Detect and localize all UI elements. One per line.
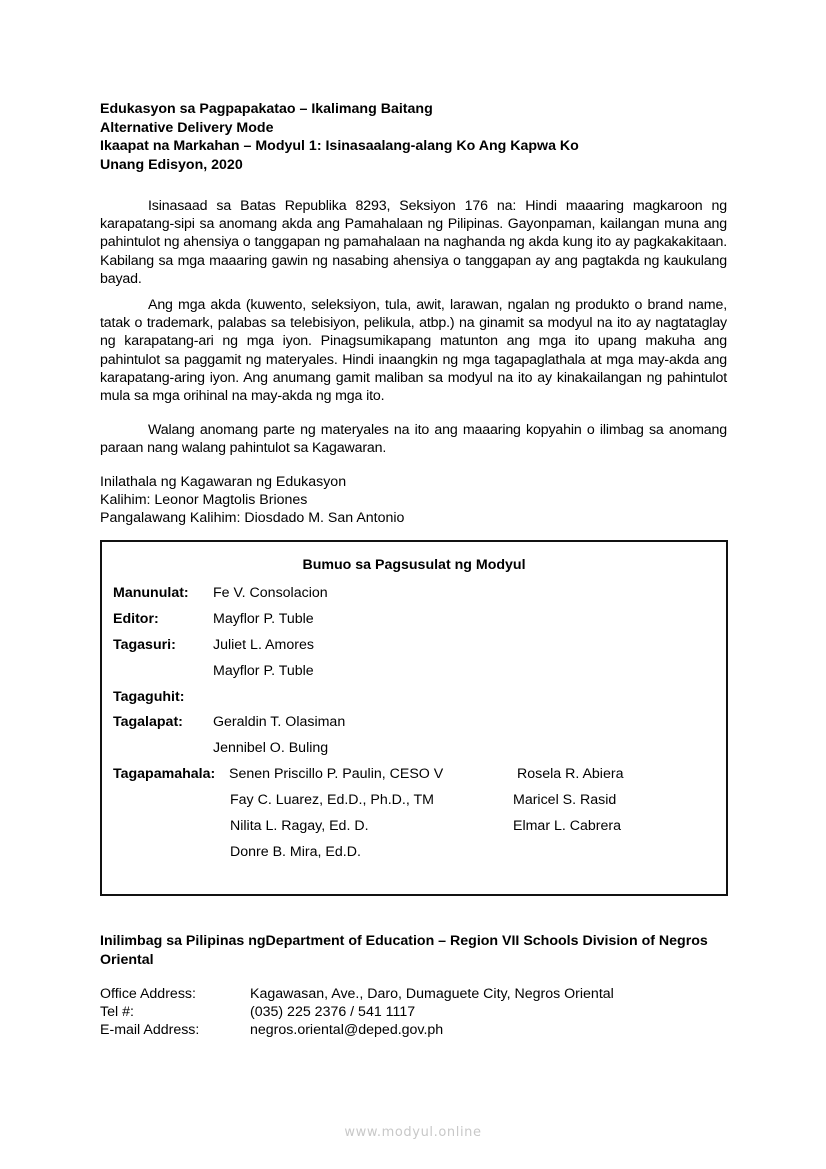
copyright-paragraph-1: [100, 197, 727, 288]
tel-value: (035) 225 2376 / 541 1117: [250, 1004, 416, 1020]
credit-value: Geraldin T. Olasiman: [213, 714, 346, 730]
publisher-line: Inilathala ng Kagawaran ng Edukasyon: [100, 474, 347, 490]
credit-label: Editor:: [113, 611, 159, 627]
document-header: [100, 100, 579, 174]
tel-label: Tel #:: [100, 1004, 134, 1020]
publisher-block: [100, 473, 404, 527]
credit-value: Mayflor P. Tuble: [213, 611, 314, 627]
delivery-mode: Alternative Delivery Mode: [100, 119, 274, 136]
credit-label: Manunulat:: [113, 585, 189, 601]
credit-value: Mayflor P. Tuble: [213, 663, 314, 679]
credit-value: Donre B. Mira, Ed.D.: [230, 844, 361, 860]
office-address-label: Office Address:: [100, 986, 196, 1002]
paragraph-text: Ang mga akda (kuwento, seleksiyon, tula, awit, larawan, ngalan ng produkto o brand name, tatak o trademark, palabas sa telebisiyon, pelikula, atbp.) na ginamit sa modyul na ito ay nagtataglay ng karapatang-ari ng mga iyon. Pinagsumikapang matunton ang mga ito upang makuha ang pahintulot sa paggamit ng materyales. Hindi inaangkin ng mga tagapaglathala at mga may-akda ang karapatang-aring iyon. Ang anumang gamit maliban sa modyul na ito ay kinakailangan ng pahintulot mula sa mga orihinal na may-akda ng mga ito.: [100, 297, 727, 405]
credit-value: Senen Priscillo P. Paulin, CESO V: [229, 766, 444, 782]
office-address-value: Kagawasan, Ave., Daro, Dumaguete City, Negros Oriental: [250, 986, 614, 1002]
credit-value: Fay C. Luarez, Ed.D., Ph.D., TM: [230, 792, 434, 808]
email-label: E-mail Address:: [100, 1022, 200, 1038]
undersecretary-line: Pangalawang Kalihim: Diosdado M. San Antonio: [100, 510, 405, 526]
subject-title: Edukasyon sa Pagpapakatao – Ikalimang Baitang: [100, 101, 433, 117]
credit-value: Rosela R. Abiera: [517, 766, 624, 782]
watermark: www.modyul.online: [344, 1125, 482, 1140]
credit-label: Tagasuri:: [113, 637, 176, 653]
paragraph-text: Isinasaad sa Batas Republika 8293, Seksiyon 176 na: Hindi maaaring magkaroon ng karapatang-sipi sa anomang akda ang Pamahalaan ng Pilipinas. Gayonpaman, kailangan muna ang pahintulot ng ahensiya o tanggapan ng pamahalaan na naghanda ng akda kung ito ay pagkakakitaan. Kabilang sa mga maaaring gawin ng nasabing ahensiya o tanggapan ay ang pagtakda ng kaukulang bayad.: [100, 198, 727, 287]
credit-value: Juliet L. Amores: [213, 637, 314, 653]
credit-label: Tagaguhit:: [113, 689, 185, 705]
edition: Unang Edisyon, 2020: [100, 156, 243, 173]
copyright-paragraph-2: [100, 296, 727, 405]
credit-value: Jennibel O. Buling: [213, 740, 329, 756]
printed-statement: Inilimbag sa Pilipinas ngDepartment of Education – Region VII Schools Division of Negros Oriental: [100, 933, 708, 968]
copyright-paragraph-3: [100, 421, 727, 457]
credit-value: Elmar L. Cabrera: [513, 818, 622, 834]
credit-value: Fe V. Consolacion: [213, 585, 328, 601]
secretary-line: Kalihim: Leonor Magtolis Briones: [100, 492, 308, 508]
credits-title: Bumuo sa Pagsusulat ng Modyul: [302, 557, 526, 573]
credit-value: Maricel S. Rasid: [513, 792, 617, 808]
credit-label: Tagapamahala:: [113, 766, 216, 782]
email-value: negros.oriental@deped.gov.ph: [250, 1022, 444, 1038]
credit-label: Tagalapat:: [113, 714, 183, 730]
paragraph-text: Walang anomang parte ng materyales na ito ang maaaring kopyahin o ilimbag sa anomang paraan nang walang pahintulot sa Kagawaran.: [100, 422, 727, 457]
module-title: Ikaapat na Markahan – Modyul 1: Isinasaalang-alang Ko Ang Kapwa Ko: [100, 138, 579, 154]
credits-box: [100, 540, 728, 896]
credit-value: Nilita L. Ragay, Ed. D.: [230, 818, 369, 834]
